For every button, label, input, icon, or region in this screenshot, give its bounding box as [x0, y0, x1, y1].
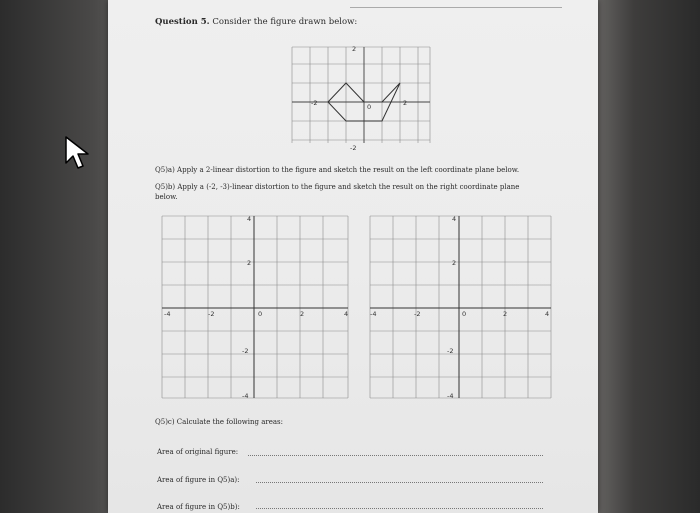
area-b-label: Area of figure in Q5)b):	[157, 503, 240, 511]
left-x-tick-neg4: -4	[164, 310, 171, 318]
area-original-answer-line[interactable]	[248, 455, 543, 456]
left-axes	[162, 216, 348, 398]
question-title: Question 5.	[155, 17, 210, 27]
top-grid	[292, 47, 430, 143]
question-heading	[155, 17, 357, 27]
left-coordinate-plane	[152, 210, 357, 402]
left-y-tick-2: 2	[247, 259, 252, 267]
header-rule	[350, 7, 562, 8]
right-x-tick-neg4: -4	[370, 310, 377, 318]
top-x-label-0: 0	[367, 103, 372, 111]
background-left	[0, 0, 118, 513]
q5b-text-cont: below.	[155, 193, 178, 201]
right-y-tick-2: 2	[452, 259, 457, 267]
right-grid	[370, 216, 551, 398]
right-coordinate-plane	[362, 210, 558, 402]
top-y-label-neg2: -2	[350, 144, 357, 150]
left-x-tick-2: 2	[300, 310, 305, 318]
right-x-tick-2: 2	[503, 310, 508, 318]
mouse-pointer-icon	[64, 135, 92, 171]
area-a-answer-line[interactable]	[256, 482, 543, 483]
left-x-tick-4: 4	[344, 310, 349, 318]
q5c-text: Q5)c) Calculate the following areas:	[155, 418, 284, 426]
area-b-answer-line[interactable]	[256, 508, 543, 509]
original-figure-graph	[285, 42, 435, 150]
question-prompt: Consider the figure drawn below:	[212, 17, 358, 27]
left-y-tick-neg4: -4	[242, 392, 249, 400]
right-y-tick-neg2: -2	[447, 347, 454, 355]
left-y-tick-4: 4	[247, 215, 252, 223]
left-x-tick-neg2: -2	[208, 310, 215, 318]
q5b-text: Q5)b) Apply a (-2, -3)-linear distortion to the figure and sketch the result on the right coordinate plane	[155, 183, 520, 191]
top-axes	[292, 47, 430, 143]
left-x-tick-0: 0	[258, 310, 263, 318]
right-y-tick-neg4: -4	[447, 392, 454, 400]
top-y-label-2: 2	[352, 45, 357, 53]
q5a-text: Q5)a) Apply a 2-linear distortion to the figure and sketch the result on the left coordinate plane below.	[155, 166, 520, 174]
left-y-tick-neg2: -2	[242, 347, 249, 355]
area-original-label: Area of original figure:	[157, 448, 239, 456]
background-right	[590, 0, 700, 513]
right-y-tick-4: 4	[452, 215, 457, 223]
right-axes	[370, 216, 551, 398]
top-x-label-neg2: -2	[311, 99, 318, 107]
right-x-tick-4: 4	[545, 310, 550, 318]
top-x-label-2: 2	[403, 99, 408, 107]
left-grid	[162, 216, 348, 398]
area-a-label: Area of figure in Q5)a):	[157, 476, 240, 484]
right-x-tick-0: 0	[462, 310, 467, 318]
right-x-tick-neg2: -2	[414, 310, 421, 318]
